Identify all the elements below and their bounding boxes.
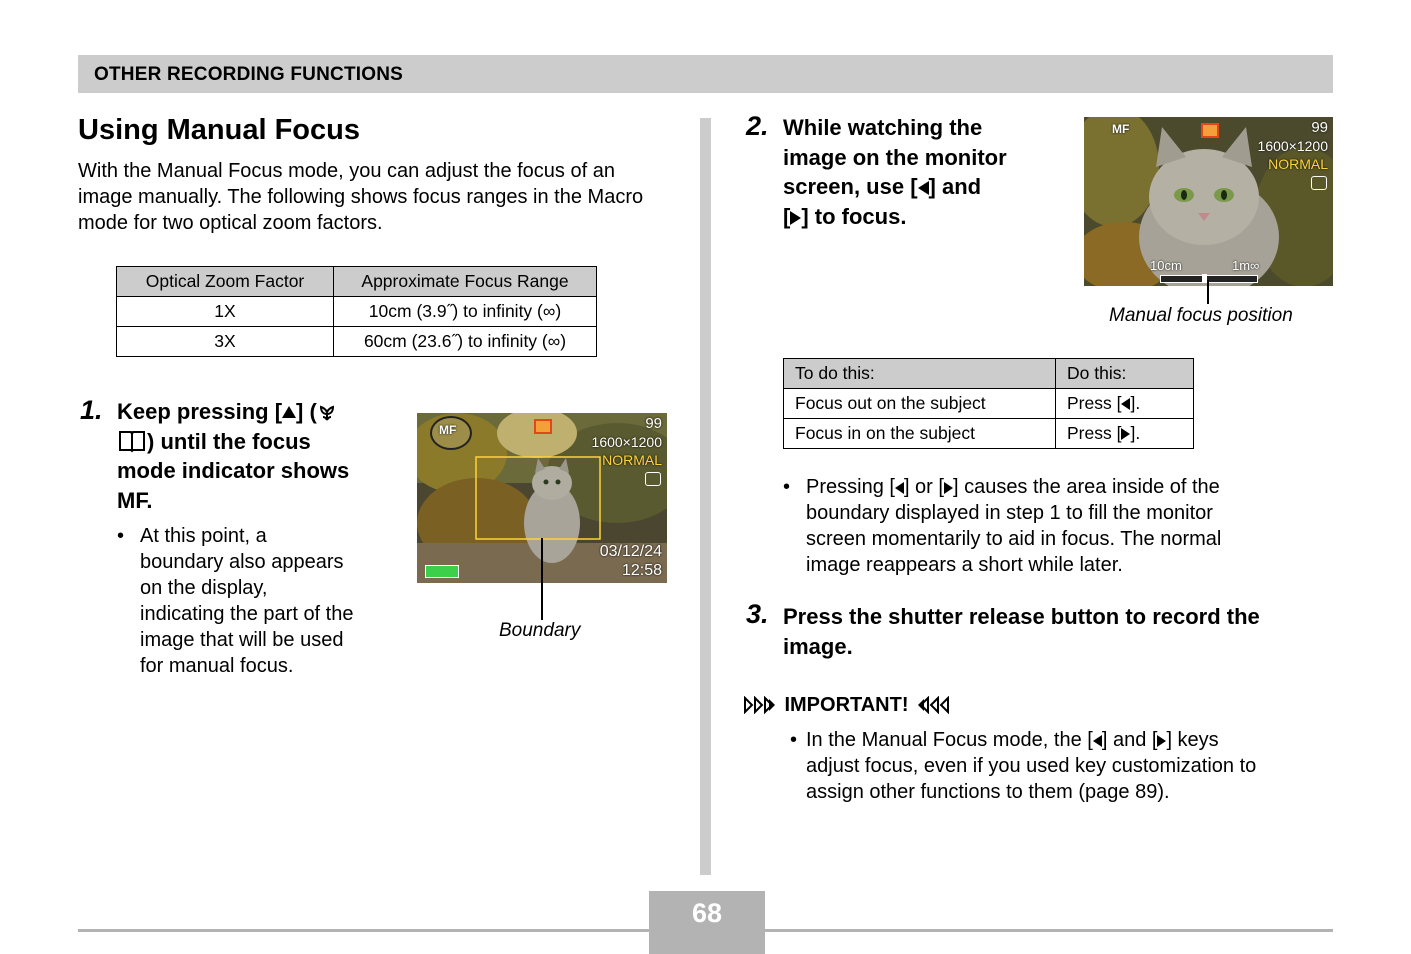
important-label: IMPORTANT!	[784, 694, 909, 716]
table-row	[117, 297, 597, 327]
bullet-text-part: Pressing [	[806, 476, 895, 498]
record-mode-icon	[534, 419, 552, 434]
important-arrows-icon	[744, 696, 778, 714]
step-2-text-part: image on the monitor	[783, 144, 1007, 170]
focus-position-bar	[1160, 275, 1258, 283]
left-arrow-icon	[895, 482, 904, 494]
table-header-row	[117, 267, 597, 297]
table-cell-text: ].	[1130, 423, 1141, 443]
step-2-text-part: ] to focus.	[801, 203, 907, 229]
intro-paragraph: With the Manual Focus mode, you can adjust the focus of an image manually. The following shows focus ranges in the Macro mode for two optical zoom factors.	[78, 160, 644, 234]
bullet-line: assign other functions to them (page 89).	[806, 781, 1170, 803]
bullet-text-part: ] or [	[903, 476, 944, 498]
osd-quality: NORMAL	[602, 452, 662, 468]
osd-shots-remaining: 99	[1311, 119, 1328, 136]
bullet-dot: •	[790, 729, 798, 751]
important-arrows-icon	[915, 696, 949, 714]
bullet-dot: •	[783, 476, 791, 498]
page-title: Using Manual Focus	[78, 114, 360, 146]
osd-shots-remaining: 99	[645, 415, 662, 432]
step-3-text-part: Press the shutter release button to record the	[783, 604, 1260, 629]
table-header-cell: Optical Zoom Factor	[117, 267, 334, 297]
bullet-line: image reappears a short while later.	[806, 554, 1123, 576]
table-row	[784, 389, 1194, 419]
bullet-line: screen momentarily to aid in focus. The normal	[806, 528, 1222, 550]
step-1-text-part: mode indicator shows	[117, 458, 350, 483]
table-cell: 60cm (23.6˝) to infinity (∞)	[334, 327, 597, 357]
osd-quality: NORMAL	[1268, 156, 1328, 172]
bullet-text-part: ] keys	[1166, 729, 1219, 751]
step-2-text-part: While watching the	[783, 115, 983, 140]
important-heading	[744, 694, 949, 717]
battery-icon	[425, 565, 459, 578]
focus-range-table	[116, 266, 597, 357]
table-header-cell: Do this:	[1056, 359, 1194, 389]
osd-date: 03/12/24	[599, 543, 662, 560]
record-mode-icon	[1201, 123, 1219, 138]
bullet-line: on the display,	[140, 577, 268, 599]
right-arrow-icon	[944, 482, 953, 494]
section-header: OTHER RECORDING FUNCTIONS	[94, 64, 403, 85]
bullet-line: At this point, a	[140, 525, 267, 547]
important-bullet	[790, 727, 1330, 805]
step-1-bullet	[117, 523, 402, 679]
table-header-cell: To do this:	[784, 359, 1056, 389]
table-cell: 10cm (3.9˝) to infinity (∞)	[334, 297, 597, 327]
step-2-number: 2.	[746, 111, 769, 141]
metering-icon	[645, 472, 661, 486]
focus-leader-line	[1207, 280, 1209, 304]
boundary-leader-line	[541, 538, 543, 620]
bullet-line: image that will be used	[140, 629, 344, 651]
bullet-line: for manual focus.	[140, 655, 294, 677]
step-1-text-part: Keep pressing [	[117, 399, 283, 424]
table-header-row	[784, 359, 1194, 389]
table-cell-text: Press [	[1067, 393, 1122, 413]
table-row	[784, 419, 1194, 449]
bullet-line: boundary also appears	[140, 551, 344, 573]
step-1-number: 1.	[80, 395, 103, 425]
table-cell: Focus in on the subject	[784, 419, 1056, 449]
osd-mode-indicator: MF	[439, 423, 457, 437]
metering-icon	[1311, 176, 1327, 190]
osd-image-size: 1600×1200	[1257, 138, 1328, 154]
table-cell: Focus out on the subject	[784, 389, 1056, 419]
page-number: 68	[691, 898, 723, 928]
table-row	[117, 327, 597, 357]
step-1-text-part: MF.	[117, 487, 153, 513]
camera-monitor-manual-focus	[1084, 117, 1333, 286]
column-divider	[700, 118, 711, 875]
table-header-cell: Approximate Focus Range	[334, 267, 597, 297]
osd-image-size: 1600×1200	[591, 434, 662, 450]
bullet-line: indicating the part of the	[140, 603, 354, 625]
up-arrow-icon	[282, 406, 296, 418]
left-arrow-icon	[1093, 735, 1102, 747]
bullet-text-part: ] causes the area inside of the	[952, 476, 1220, 498]
table-cell-text: ].	[1130, 393, 1141, 413]
bullet-line: adjust focus, even if you used key customization to	[806, 755, 1257, 777]
step-1-text-part: ) until the focus	[147, 428, 311, 454]
step-1-text-part: ] (	[296, 399, 317, 424]
bullet-line: boundary displayed in step 1 to fill the monitor	[806, 502, 1213, 524]
focus-note-bullet	[783, 474, 1323, 578]
osd-mode-indicator: MF	[1112, 122, 1130, 136]
right-arrow-icon	[790, 211, 801, 225]
left-arrow-icon	[918, 181, 929, 195]
step-2-text-part: ] and	[928, 174, 982, 199]
table-cell	[1056, 419, 1194, 449]
boundary-caption: Boundary	[499, 620, 581, 641]
bullet-dot: •	[117, 525, 125, 547]
step-2-text-part: [	[783, 203, 791, 229]
step-3-text-part: image.	[783, 633, 853, 659]
table-cell	[1056, 389, 1194, 419]
macro-flower-icon	[317, 402, 337, 422]
table-cell-text: Press [	[1067, 423, 1122, 443]
step-1-text	[117, 397, 407, 515]
bullet-text-part: In the Manual Focus mode, the [	[806, 729, 1093, 751]
manual-focus-book-icon	[117, 429, 147, 453]
step-3-number: 3.	[746, 599, 769, 629]
osd-focus-far: 1m∞	[1232, 258, 1260, 273]
focus-action-table	[783, 358, 1194, 449]
table-cell: 3X	[117, 327, 334, 357]
osd-focus-near: 10cm	[1150, 258, 1182, 273]
step-3-text	[783, 602, 1338, 661]
bullet-text-part: ] and [	[1101, 729, 1158, 751]
osd-time: 12:58	[621, 562, 662, 579]
focus-position-caption: Manual focus position	[1109, 305, 1293, 326]
step-2-text-part: screen, use [	[783, 174, 918, 199]
step-2-text	[783, 113, 1073, 231]
table-cell: 1X	[117, 297, 334, 327]
